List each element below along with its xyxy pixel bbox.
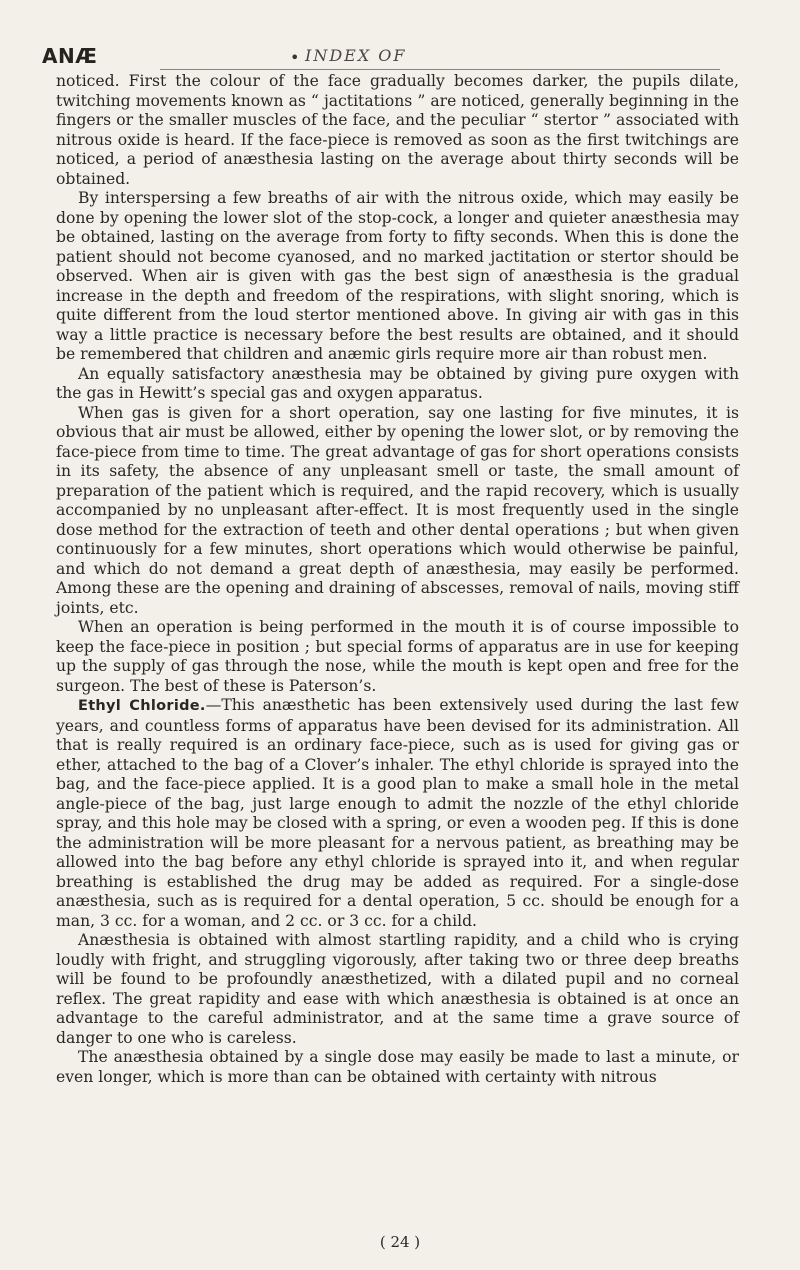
header-rule — [160, 69, 720, 70]
paragraph-5: When an operation is being performed in the mouth it is of course impossible to keep the face-piece in position ; but special forms of apparatus are in use for keeping up the supply of gas through the nose, while the mouth is kept open and free for the surgeon. The best of these is Paterson’s. — [56, 618, 739, 695]
running-header — [0, 40, 800, 66]
paragraph-1: noticed. First the colour of the face gradually becomes darker, the pupils dilate, twitching movements known as “ jactitations ” are noticed, generally beginning in the fingers or the smaller muscles of the face, and the peculiar “ stertor ” associated with nitrous oxide is heard. If the face-piece is removed as soon as the first twitchings are noticed, a period of anæsthesia lasting on the average about thirty seconds will be obtained. — [56, 72, 739, 188]
paragraph-7: Anæsthesia is obtained with almost startling rapidity, and a child who is crying loudly with fright, and struggling vigorously, after taking two or three deep breaths will be found to be profoundly anæsthetized, with a dilated pupil and no corneal reflex. The great rapidity and ease with which anæsthesia is obtained is at once an advantage to the careful administrator, and at the same time a grave source of danger to one who is careless. — [56, 931, 739, 1047]
paragraph-8: The anæsthesia obtained by a single dose may easily be made to last a minute, or even longer, which is more than can be obtained with certainty with nitrous — [56, 1048, 739, 1086]
paragraph-2: By interspersing a few breaths of air with the nitrous oxide, which may easily be done by opening the lower slot of the stop-cock, a longer and quieter anæsthesia may be obtained, lasting on the average from forty to fifty seconds. When this is done the patient should not become cyanosed, and no marked jactitation or stertor should be observed. When air is given with gas the best sign of anæsthesia is the gradual increase in the depth and freedom of the respirations, with slight snoring, which is quite different from the loud stertor mentioned above. In giving air with gas in this way a little practice is necessary before the best results are obtained, and it should be remembered that children and anæmic girls require more air than robust men. — [56, 189, 739, 363]
section-title-ethyl-chloride: Ethyl Chloride. — [78, 698, 206, 714]
paragraph-3: An equally satisfactory anæsthesia may be obtained by giving pure oxygen with the gas in Hewitt’s special gas and oxygen apparatus. — [56, 364, 739, 402]
body-text — [56, 72, 739, 1087]
running-title: INDEX OF — [305, 46, 407, 65]
page-number: ( 24 ) — [379, 1233, 421, 1251]
section-word: ANÆ — [42, 44, 98, 68]
paragraph-ethyl-chloride — [56, 696, 739, 931]
ethyl-chloride-text: —This anæsthetic has been extensively used during the last few years, and countless forms of apparatus have been devised for its administration. All that is really required is an ordinary face-piece, such as is used for giving gas or ether, attached to the bag of a Clover’s inhaler. The ethyl chloride is sprayed into the bag, and the face-piece applied. It is a good plan to make a small hole in the metal angle-piece of the bag, just large enough to admit the nozzle of the ethyl chloride spray, and this hole may be closed with a spring, or even a wooden peg. If this is done the administration will be more pleasant for a nervous patient, as breathing may be allowed into the bag before any ethyl chloride is sprayed into it, and when regular breathing is established the drug may be added as required. For a single-dose anæsthesia, such as is required for a dental operation, 5 cc. should be enough for a man, 3 cc. for a woman, and 2 cc. or 3 cc. for a child. — [56, 696, 739, 930]
header-bullet: • — [290, 48, 300, 67]
paragraph-4: When gas is given for a short operation, say one lasting for five minutes, it is obvious that air must be allowed, either by opening the lower slot, or by removing the face-piece from time to time. The great advantage of gas for short operations consists in its safety, the absence of any unpleasant smell or taste, the small amount of preparation of the patient which is required, and the rapid recovery, which is usually accompanied by no unpleasant after-effect. It is most frequently used in the single dose method for the extraction of teeth and other dental operations ; but when given continuously for a few minutes, short operations which would otherwise be painful, and which do not demand a great depth of anæsthesia, may easily be performed. Among these are the opening and draining of abscesses, removal of nails, moving stiff joints, etc. — [56, 403, 739, 617]
